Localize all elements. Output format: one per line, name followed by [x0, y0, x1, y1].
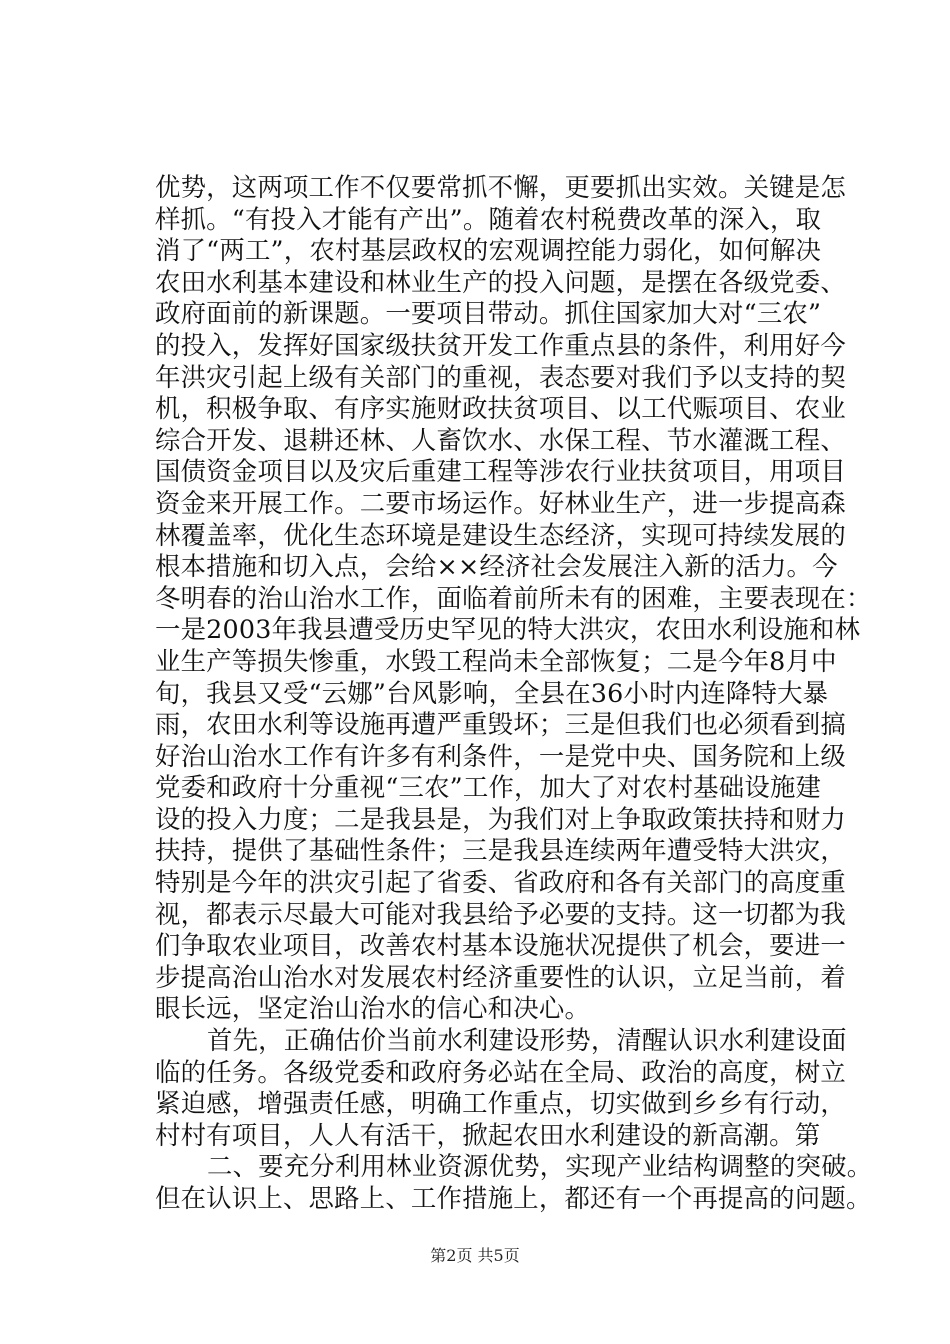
- text-line: 党委和政府十分重视“三农”工作，加大了对农村基础设施建: [155, 772, 822, 803]
- text-line: 政府面前的新课题。一要项目带动。抓住国家加大对“三农”: [155, 298, 822, 329]
- text-line: 的投入，发挥好国家级扶贫开发工作重点县的条件，利用好今: [155, 329, 846, 360]
- text-line: 综合开发、退耕还林、人畜饮水、水保工程、节水灌溉工程、: [155, 424, 846, 455]
- text-line: 一是2003年我县遭受历史罕见的特大洪灾，农田水利设施和林: [155, 614, 861, 645]
- document-body: [155, 172, 873, 1215]
- page-footer: 第2页 共5页: [430, 1246, 520, 1265]
- text-line: 步提高治山治水对发展农村经济重要性的认识，立足当前，着: [155, 961, 846, 992]
- text-line: 冬明春的治山治水工作，面临着前所未有的困难，主要表现在：: [155, 582, 872, 613]
- text-line: 业生产等损失惨重，水毁工程尚未全部恢复；二是今年8月中: [155, 645, 837, 676]
- text-line: 二、要充分利用林业资源优势，实现产业结构调整的突破。: [207, 1151, 873, 1182]
- text-line: 机，积极争取、有序实施财政扶贫项目、以工代赈项目、农业: [155, 393, 846, 424]
- text-line: 国债资金项目以及灾后重建工程等涉农行业扶贫项目，用项目: [155, 456, 846, 487]
- text-line: 眼长远，坚定治山治水的信心和决心。: [155, 993, 591, 1024]
- text-line: 优势，这两项工作不仅要常抓不懈，更要抓出实效。关键是怎: [155, 172, 846, 202]
- text-line: 样抓。“有投入才能有产出”。随着农村税费改革的深入，取: [155, 203, 822, 234]
- text-line: 资金来开展工作。二要市场运作。好林业生产，进一步提高森: [155, 487, 846, 518]
- text-line: 首先，正确估价当前水利建设形势，清醒认识水利建设面: [207, 1025, 847, 1056]
- text-line: 根本措施和切入点，会给××经济社会发展注入新的活力。今: [155, 551, 838, 582]
- text-line: 林覆盖率，优化生态环境是建设生态经济，实现可持续发展的: [155, 519, 846, 550]
- text-line: 农田水利基本建设和林业生产的投入问题，是摆在各级党委、: [155, 266, 846, 297]
- text-line: 年洪灾引起上级有关部门的重视，表态要对我们予以支持的契: [155, 361, 846, 392]
- text-line: 临的任务。各级党委和政府务必站在全局、政治的高度，树立: [155, 1056, 846, 1087]
- text-line: 消了“两工”，农村基层政权的宏观调控能力弱化，如何解决: [155, 235, 822, 266]
- text-line: 好治山治水工作有许多有利条件，一是党中央、国务院和上级: [155, 740, 846, 771]
- text-line: 扶持，提供了基础性条件；三是我县连续两年遭受特大洪灾，: [155, 835, 846, 866]
- text-line: 村村有项目，人人有活干，掀起农田水利建设的新高潮。第: [155, 1119, 821, 1150]
- text-line: 特别是今年的洪灾引起了省委、省政府和各有关部门的高度重: [155, 867, 846, 898]
- text-line: 旬，我县又受“云娜”台风影响，全县在36小时内连降特大暴: [155, 677, 829, 708]
- text-line: 紧迫感，增强责任感，明确工作重点，切实做到乡乡有行动，: [155, 1088, 846, 1119]
- text-line: 但在认识上、思路上、工作措施上，都还有一个再提高的问题。: [155, 1183, 872, 1213]
- text-line: 视，都表示尽最大可能对我县给予必要的支持。这一切都为我: [155, 898, 846, 929]
- text-line: 们争取农业项目，改善农村基本设施状况提供了机会，要进一: [155, 930, 846, 961]
- text-line: 雨，农田水利等设施再遭严重毁坏；三是但我们也必须看到搞: [155, 709, 846, 740]
- text-line: 设的投入力度；二是我县是，为我们对上争取政策扶持和财力: [155, 803, 846, 834]
